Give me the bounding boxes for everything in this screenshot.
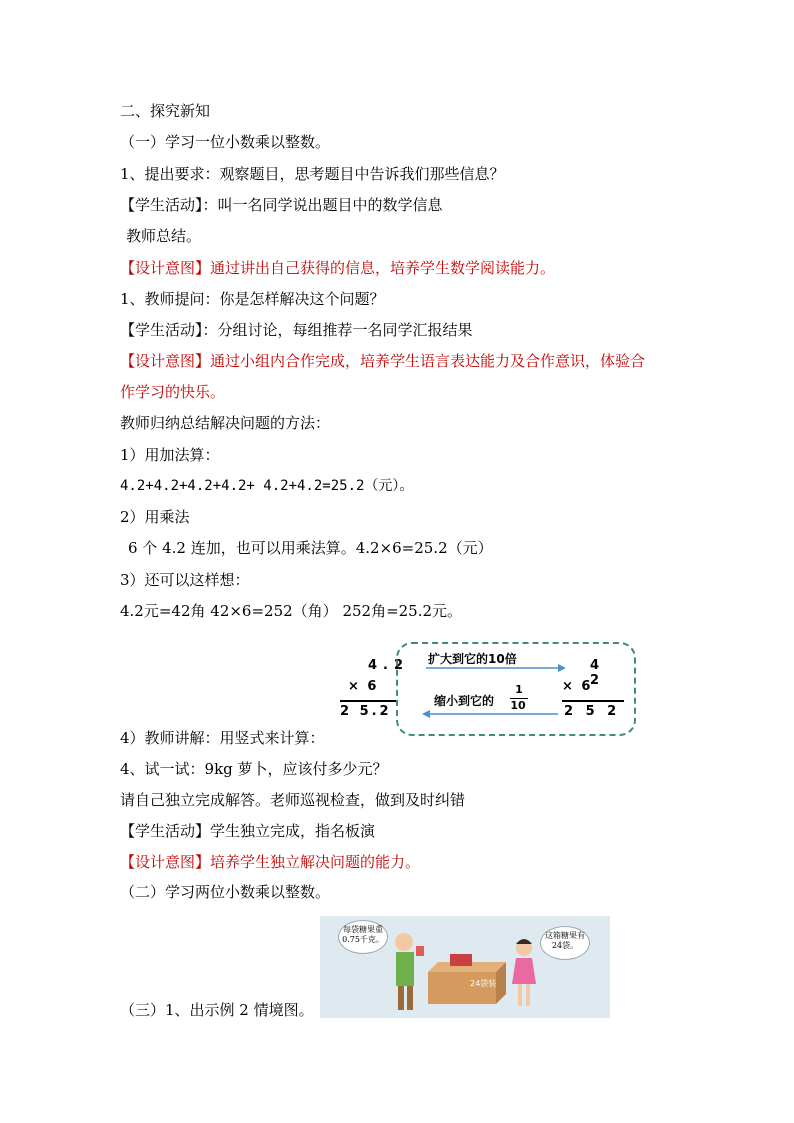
design-intent-2: 【设计意图】通过小组内合作完成，培养学生语言表达能力及合作意识，体验合 bbox=[120, 352, 646, 370]
try-it: 4、试一试：9kg 萝卜，应该付多少元？ bbox=[120, 760, 388, 778]
vertical-calc-diagram bbox=[336, 638, 638, 740]
heading-explore: 二、探究新知 bbox=[120, 102, 211, 120]
method-mult-expr: 6 个 4.2 连加，也可以用乘法算。4.2×6=25.2（元） bbox=[128, 539, 493, 557]
arrow-shrink-label: 缩小到它的 bbox=[434, 694, 495, 708]
method-summary: 教师归纳总结解决问题的方法： bbox=[120, 414, 331, 432]
speech-bubble-left: 每袋糖果重0.75千克。 bbox=[338, 920, 388, 954]
fraction-denominator: 10 bbox=[510, 699, 526, 712]
method-think-expr: 4.2元=42角 42×6=252（角） 252角=25.2元。 bbox=[120, 602, 463, 620]
left-multiplicand: 4.2 bbox=[368, 658, 410, 673]
student-activity-2: 【学生活动】：分组讨论，每组推荐一名同学汇报结果 bbox=[120, 321, 473, 339]
scene-figures bbox=[320, 916, 610, 1018]
left-multiplier: × 6 bbox=[348, 679, 379, 694]
right-multiplicand: 4 2 bbox=[590, 658, 610, 688]
fraction-numerator: 1 bbox=[515, 683, 523, 696]
teacher-explain: 4）教师讲解：用竖式来计算： bbox=[120, 729, 325, 747]
section-two-title: （二）学习两位小数乘以整数。 bbox=[120, 883, 331, 901]
speech-bubble-right: 这箱糖果有24袋。 bbox=[540, 926, 590, 960]
independent-solve: 请自己独立完成解答。老师巡视检查，做到及时纠错 bbox=[120, 791, 466, 809]
student-activity-3: 【学生活动】学生独立完成，指名板演 bbox=[120, 822, 376, 840]
right-divider bbox=[562, 700, 624, 702]
student-activity-1: 【学生活动】：叫一名同学说出题目中的数学信息 bbox=[120, 196, 443, 214]
section-three-title: （三）1、出示例 2 情境图。 bbox=[120, 1001, 314, 1019]
teacher-summary: 教师总结。 bbox=[126, 227, 202, 245]
right-multiplier: × 6 bbox=[562, 679, 593, 694]
method-add-title: 1）用加法算： bbox=[120, 446, 220, 464]
section-one-title: （一）学习一位小数乘以整数。 bbox=[120, 133, 331, 151]
requirement-1: 1、提出要求：观察题目，思考题目中告诉我们那些信息？ bbox=[120, 165, 505, 183]
design-intent-3: 【设计意图】培养学生独立解决问题的能力。 bbox=[120, 853, 421, 871]
box-label: 24袋装 bbox=[470, 979, 497, 988]
teacher-question: 1、教师提问：你是怎样解决这个问题？ bbox=[120, 290, 385, 308]
arrow-enlarge-label: 扩大到它的10倍 bbox=[428, 652, 517, 666]
example-2-illustration bbox=[320, 916, 610, 1018]
design-intent-1: 【设计意图】通过讲出自己获得的信息，培养学生数学阅读能力。 bbox=[120, 259, 556, 277]
right-product: 2 5 2 bbox=[564, 704, 621, 719]
design-intent-2-cont: 作学习的快乐。 bbox=[120, 383, 226, 401]
method-mult-title: 2）用乘法 bbox=[120, 508, 190, 526]
method-add-expr: 4.2+4.2+4.2+4.2+ 4.2+4.2=25.2（元）。 bbox=[120, 478, 414, 494]
method-think-title: 3）还可以这样想： bbox=[120, 571, 250, 589]
left-product: 2 5.2 bbox=[340, 704, 392, 719]
